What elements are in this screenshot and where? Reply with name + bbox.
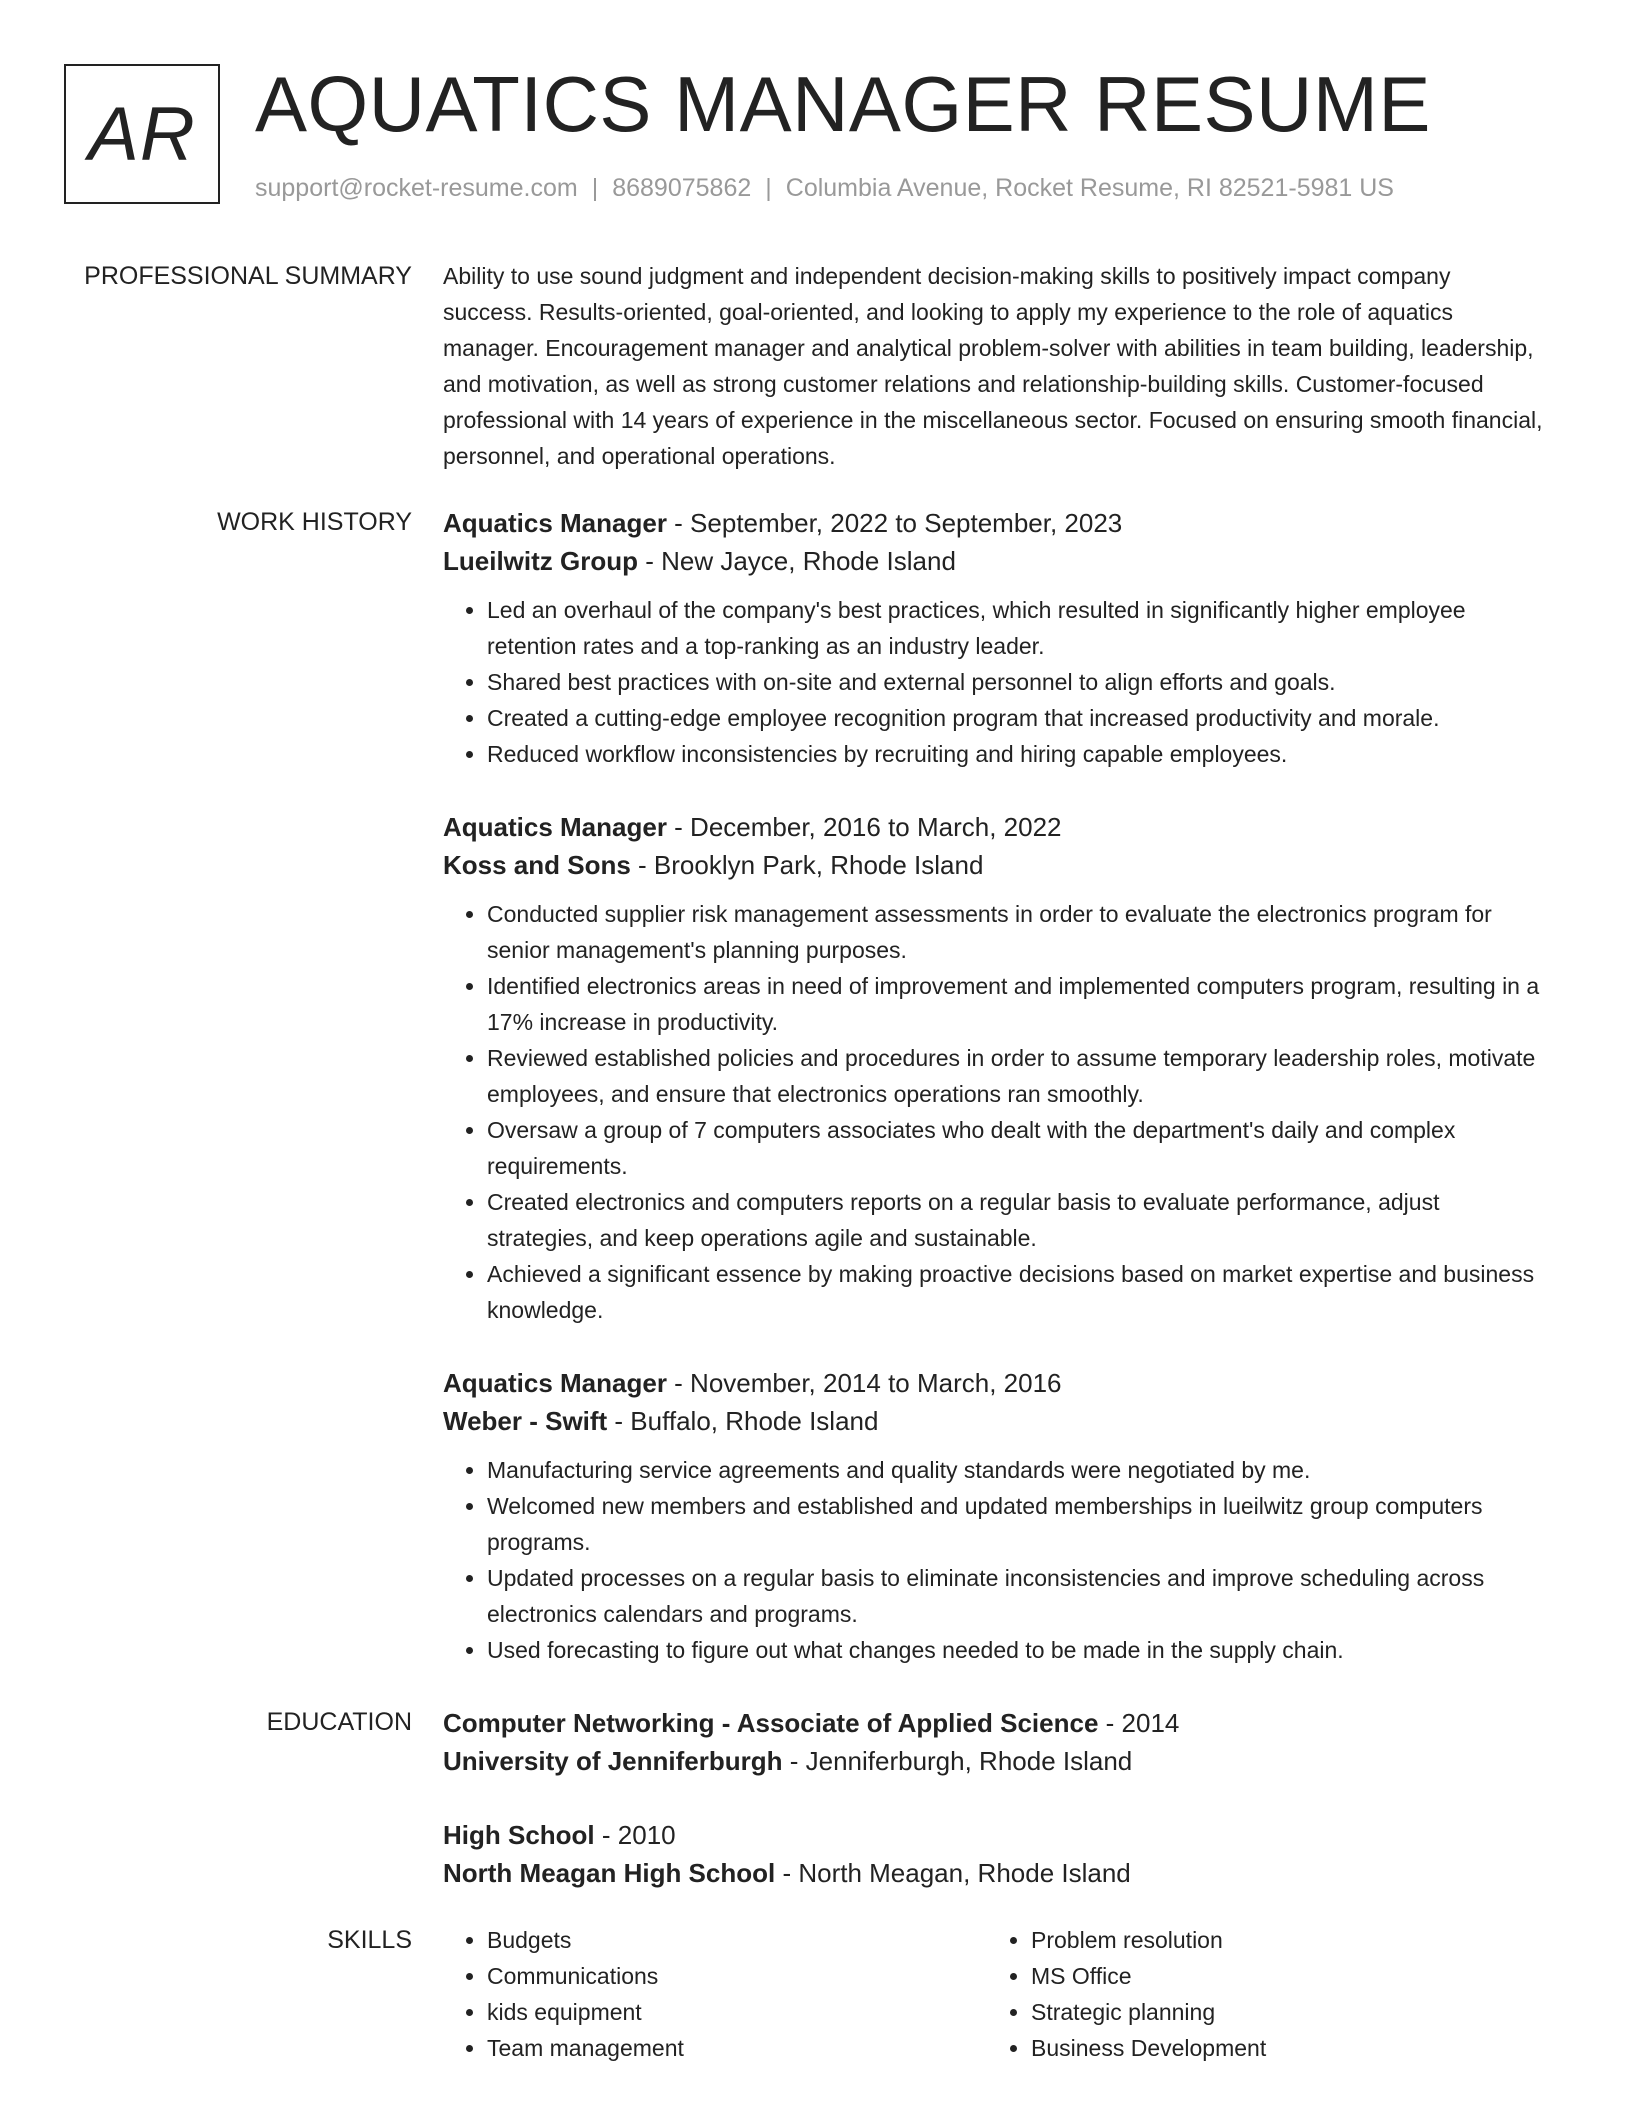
job-entry xyxy=(443,808,1543,1328)
list-item: • Updated processes on a regular basis to eliminate inconsistencies and improve scheduling across electronics calendars and programs. xyxy=(487,1560,1543,1632)
education-body xyxy=(443,1704,1543,1892)
skill-item: • kids equipment xyxy=(487,1994,987,2030)
education-school-line xyxy=(443,1854,1543,1892)
list-item: • Led an overhaul of the company's best practices, which resulted in significantly higher employee retention rates and a top-ranking as an industry leader. xyxy=(487,592,1543,664)
education-school: North Meagan High School xyxy=(443,1858,776,1888)
contact-address: Columbia Avenue, Rocket Resume, RI 82521-5981 US xyxy=(785,174,1394,202)
job-company: Lueilwitz Group xyxy=(443,546,638,576)
education-entry xyxy=(443,1816,1543,1892)
list-item: • Welcomed new members and established and updated memberships in lueilwitz group computers programs. xyxy=(487,1488,1543,1560)
education-degree: Computer Networking - Associate of Applied Science xyxy=(443,1708,1099,1738)
education-year: - 2010 xyxy=(594,1820,676,1850)
job-title-line xyxy=(443,808,1543,846)
job-company-line xyxy=(443,542,1543,580)
job-company-line xyxy=(443,846,1543,884)
list-item: • Shared best practices with on-site and external personnel to align efforts and goals. xyxy=(487,664,1543,700)
contact-separator: | xyxy=(765,174,772,202)
job-entry xyxy=(443,504,1543,772)
education-school: University of Jenniferburgh xyxy=(443,1746,783,1776)
job-company-line xyxy=(443,1402,1543,1440)
education-degree-line xyxy=(443,1704,1543,1742)
resume-header xyxy=(64,60,1564,214)
education-school-line xyxy=(443,1742,1543,1780)
skill-item: • Strategic planning xyxy=(1031,1994,1531,2030)
skill-item: • MS Office xyxy=(1031,1958,1531,1994)
job-company: Koss and Sons xyxy=(443,850,631,880)
list-item: • Identified electronics areas in need of improvement and implemented computers program, resulting in a 17% increase in productivity. xyxy=(487,968,1543,1040)
job-location: - New Jayce, Rhode Island xyxy=(638,546,956,576)
summary-text: Ability to use sound judgment and independent decision-making skills to positively impact company success. Results-oriented, goal-oriented, and looking to apply my experience to the role of aquatics manager. Encouragement manager and analytical problem-solver with abilities in team building, leadership, and motivation, as well as strong customer relations and relationship-building skills. Customer-focused professional with 14 years of experience in the miscellaneous sector. Focused on ensuring smooth financial, personnel, and operational operations. xyxy=(443,263,1543,469)
skill-item: • Budgets xyxy=(487,1922,987,1958)
education-year: - 2014 xyxy=(1098,1708,1180,1738)
contact-line xyxy=(255,174,1394,203)
list-item: • Oversaw a group of 7 computers associates who dealt with the department's daily and complex requirements. xyxy=(487,1112,1543,1184)
job-dates: - September, 2022 to September, 2023 xyxy=(666,508,1123,538)
list-item: • Created a cutting-edge employee recognition program that increased productivity and morale. xyxy=(487,700,1543,736)
skills-body xyxy=(443,1922,1543,2066)
job-location: - Buffalo, Rhode Island xyxy=(607,1406,879,1436)
job-company: Weber - Swift xyxy=(443,1406,608,1436)
job-title: Aquatics Manager xyxy=(443,812,667,842)
summary-body xyxy=(443,258,1543,474)
work-history-body xyxy=(443,504,1543,1668)
monogram-logo: AR xyxy=(64,64,220,204)
list-item: • Reviewed established policies and procedures in order to assume temporary leadership roles, motivate employees, and ensure that electronics operations ran smoothly. xyxy=(487,1040,1543,1112)
job-title-line xyxy=(443,1364,1543,1402)
skill-item: • Business Development xyxy=(1031,2030,1531,2066)
education-entry xyxy=(443,1704,1543,1780)
job-title: Aquatics Manager xyxy=(443,508,667,538)
education-degree-line xyxy=(443,1816,1543,1854)
skills-columns xyxy=(443,1922,1543,2066)
list-item: • Manufacturing service agreements and quality standards were negotiated by me. xyxy=(487,1452,1543,1488)
job-bullets xyxy=(443,592,1543,772)
contact-separator: | xyxy=(591,174,599,202)
list-item: • Reduced workflow inconsistencies by recruiting and hiring capable employees. xyxy=(487,736,1543,772)
list-item: • Achieved a significant essence by making proactive decisions based on market expertise and business knowledge. xyxy=(487,1256,1543,1328)
education-location: - North Meagan, Rhode Island xyxy=(775,1858,1131,1888)
job-bullets xyxy=(443,1452,1543,1668)
job-dates: - November, 2014 to March, 2016 xyxy=(666,1368,1062,1398)
skill-item: • Team management xyxy=(487,2030,987,2066)
job-title: Aquatics Manager xyxy=(443,1368,667,1398)
list-item: • Conducted supplier risk management assessments in order to evaluate the electronics program for senior management's planning purposes. xyxy=(487,896,1543,968)
contact-email: support@rocket-resume.com xyxy=(255,174,578,202)
job-dates: - December, 2016 to March, 2022 xyxy=(666,812,1062,842)
education-degree: High School xyxy=(443,1820,595,1850)
skill-item: • Problem resolution xyxy=(1031,1922,1531,1958)
job-bullets xyxy=(443,896,1543,1328)
section-label-skills: SKILLS xyxy=(327,1926,412,1954)
section-label-work-history: WORK HISTORY xyxy=(217,508,412,536)
section-label-education: EDUCATION xyxy=(266,1708,412,1736)
skills-list-left xyxy=(443,1922,987,2066)
list-item: • Created electronics and computers reports on a regular basis to evaluate performance, adjust strategies, and keep operations agile and sustainable. xyxy=(487,1184,1543,1256)
skill-item: • Communications xyxy=(487,1958,987,1994)
contact-phone: 8689075862 xyxy=(612,174,752,202)
job-title-line xyxy=(443,504,1543,542)
job-entry xyxy=(443,1364,1543,1668)
skills-list-right xyxy=(987,1922,1531,2066)
section-label-summary: PROFESSIONAL SUMMARY xyxy=(84,262,412,290)
job-location: - Brooklyn Park, Rhode Island xyxy=(630,850,984,880)
education-location: - Jenniferburgh, Rhode Island xyxy=(782,1746,1133,1776)
resume-title: AQUATICS MANAGER RESUME xyxy=(255,60,1431,148)
list-item: • Used forecasting to figure out what changes needed to be made in the supply chain. xyxy=(487,1632,1543,1668)
